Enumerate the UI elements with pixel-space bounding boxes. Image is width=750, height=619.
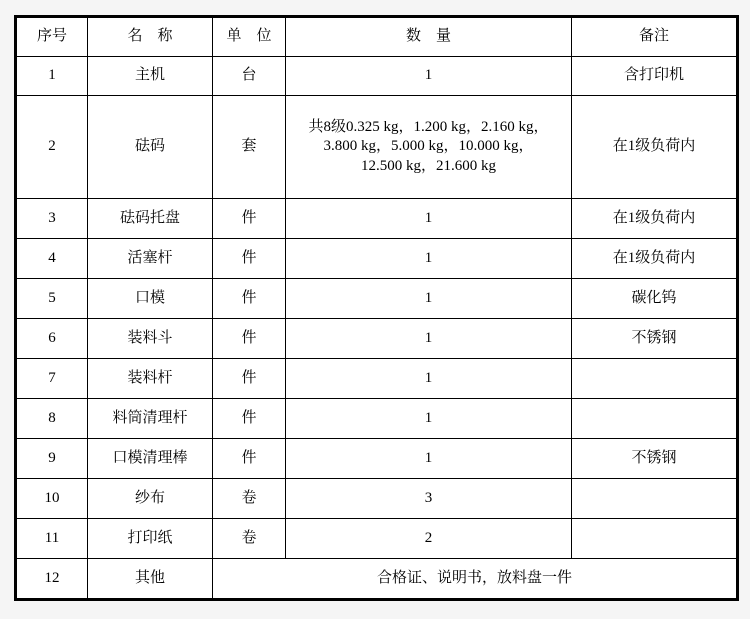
packing-list-table (14, 15, 739, 601)
cell-no: 7 (16, 359, 88, 399)
table-row (16, 439, 738, 479)
cell-qty: 1 (286, 57, 572, 96)
table-row (16, 319, 738, 359)
cell-qty: 1 (286, 439, 572, 479)
cell-unit: 卷 (213, 519, 286, 559)
qty-line: 3.800 kg，5.000 kg，10.000 kg， (323, 138, 534, 155)
cell-note (572, 519, 738, 559)
cell-qty: 1 (286, 319, 572, 359)
cell-no: 10 (16, 479, 88, 519)
header-cell-qty: 数 量 (286, 17, 572, 57)
cell-note (572, 479, 738, 519)
table-row (16, 559, 738, 600)
cell-name: 打印纸 (88, 519, 213, 559)
cell-unit: 套 (213, 96, 286, 199)
table-row (16, 57, 738, 96)
cell-no: 11 (16, 519, 88, 559)
cell-name: 口模 (88, 279, 213, 319)
cell-name: 活塞杆 (88, 239, 213, 279)
cell-qty: 1 (286, 239, 572, 279)
cell-note: 不锈钢 (572, 319, 738, 359)
cell-note: 不锈钢 (572, 439, 738, 479)
cell-unit: 件 (213, 319, 286, 359)
cell-no: 2 (16, 96, 88, 199)
cell-no: 6 (16, 319, 88, 359)
cell-note: 在1级负荷内 (572, 239, 738, 279)
cell-qty: 2 (286, 519, 572, 559)
cell-no: 1 (16, 57, 88, 96)
qty-line: 共8级0.325 kg，1.200 kg，2.160 kg， (308, 118, 549, 135)
table-row (16, 239, 738, 279)
cell-qty: 3 (286, 479, 572, 519)
cell-unit: 件 (213, 399, 286, 439)
cell-note: 碳化钨 (572, 279, 738, 319)
cell-qty: 1 (286, 279, 572, 319)
qty-line: 12.500 kg，21.600 kg (360, 157, 496, 174)
cell-unit: 台 (213, 57, 286, 96)
cell-qty: 1 (286, 399, 572, 439)
cell-no: 4 (16, 239, 88, 279)
cell-note: 在1级负荷内 (572, 96, 738, 199)
cell-unit: 件 (213, 279, 286, 319)
cell-unit: 件 (213, 439, 286, 479)
header-cell-note: 备注 (572, 17, 738, 57)
table-row (16, 519, 738, 559)
cell-unit: 件 (213, 239, 286, 279)
cell-no: 3 (16, 199, 88, 239)
cell-no: 5 (16, 279, 88, 319)
cell-no: 8 (16, 399, 88, 439)
cell-name: 其他 (88, 559, 213, 600)
cell-name: 主机 (88, 57, 213, 96)
table-row (16, 199, 738, 239)
table-row (16, 399, 738, 439)
cell-name: 口模清理棒 (88, 439, 213, 479)
cell-name: 砝码 (88, 96, 213, 199)
cell-note (572, 359, 738, 399)
cell-no: 9 (16, 439, 88, 479)
cell-unit: 卷 (213, 479, 286, 519)
table-header-row (16, 17, 738, 57)
cell-qty (286, 96, 572, 199)
cell-name: 料筒清理杆 (88, 399, 213, 439)
cell-name: 装料杆 (88, 359, 213, 399)
cell-note: 含打印机 (572, 57, 738, 96)
cell-name: 装料斗 (88, 319, 213, 359)
table-row (16, 279, 738, 319)
cell-note (572, 399, 738, 439)
cell-unit: 件 (213, 359, 286, 399)
cell-unit: 件 (213, 199, 286, 239)
header-cell-name: 名 称 (88, 17, 213, 57)
header-cell-no: 序号 (16, 17, 88, 57)
table-row (16, 359, 738, 399)
cell-merged-other: 合格证、说明书，放料盘一件 (213, 559, 738, 600)
header-cell-unit: 单 位 (213, 17, 286, 57)
cell-name: 纱布 (88, 479, 213, 519)
table-row (16, 96, 738, 199)
cell-name: 砝码托盘 (88, 199, 213, 239)
cell-no: 12 (16, 559, 88, 600)
cell-qty: 1 (286, 199, 572, 239)
table-row (16, 479, 738, 519)
cell-qty: 1 (286, 359, 572, 399)
qty-multiline (288, 118, 569, 177)
cell-note: 在1级负荷内 (572, 199, 738, 239)
